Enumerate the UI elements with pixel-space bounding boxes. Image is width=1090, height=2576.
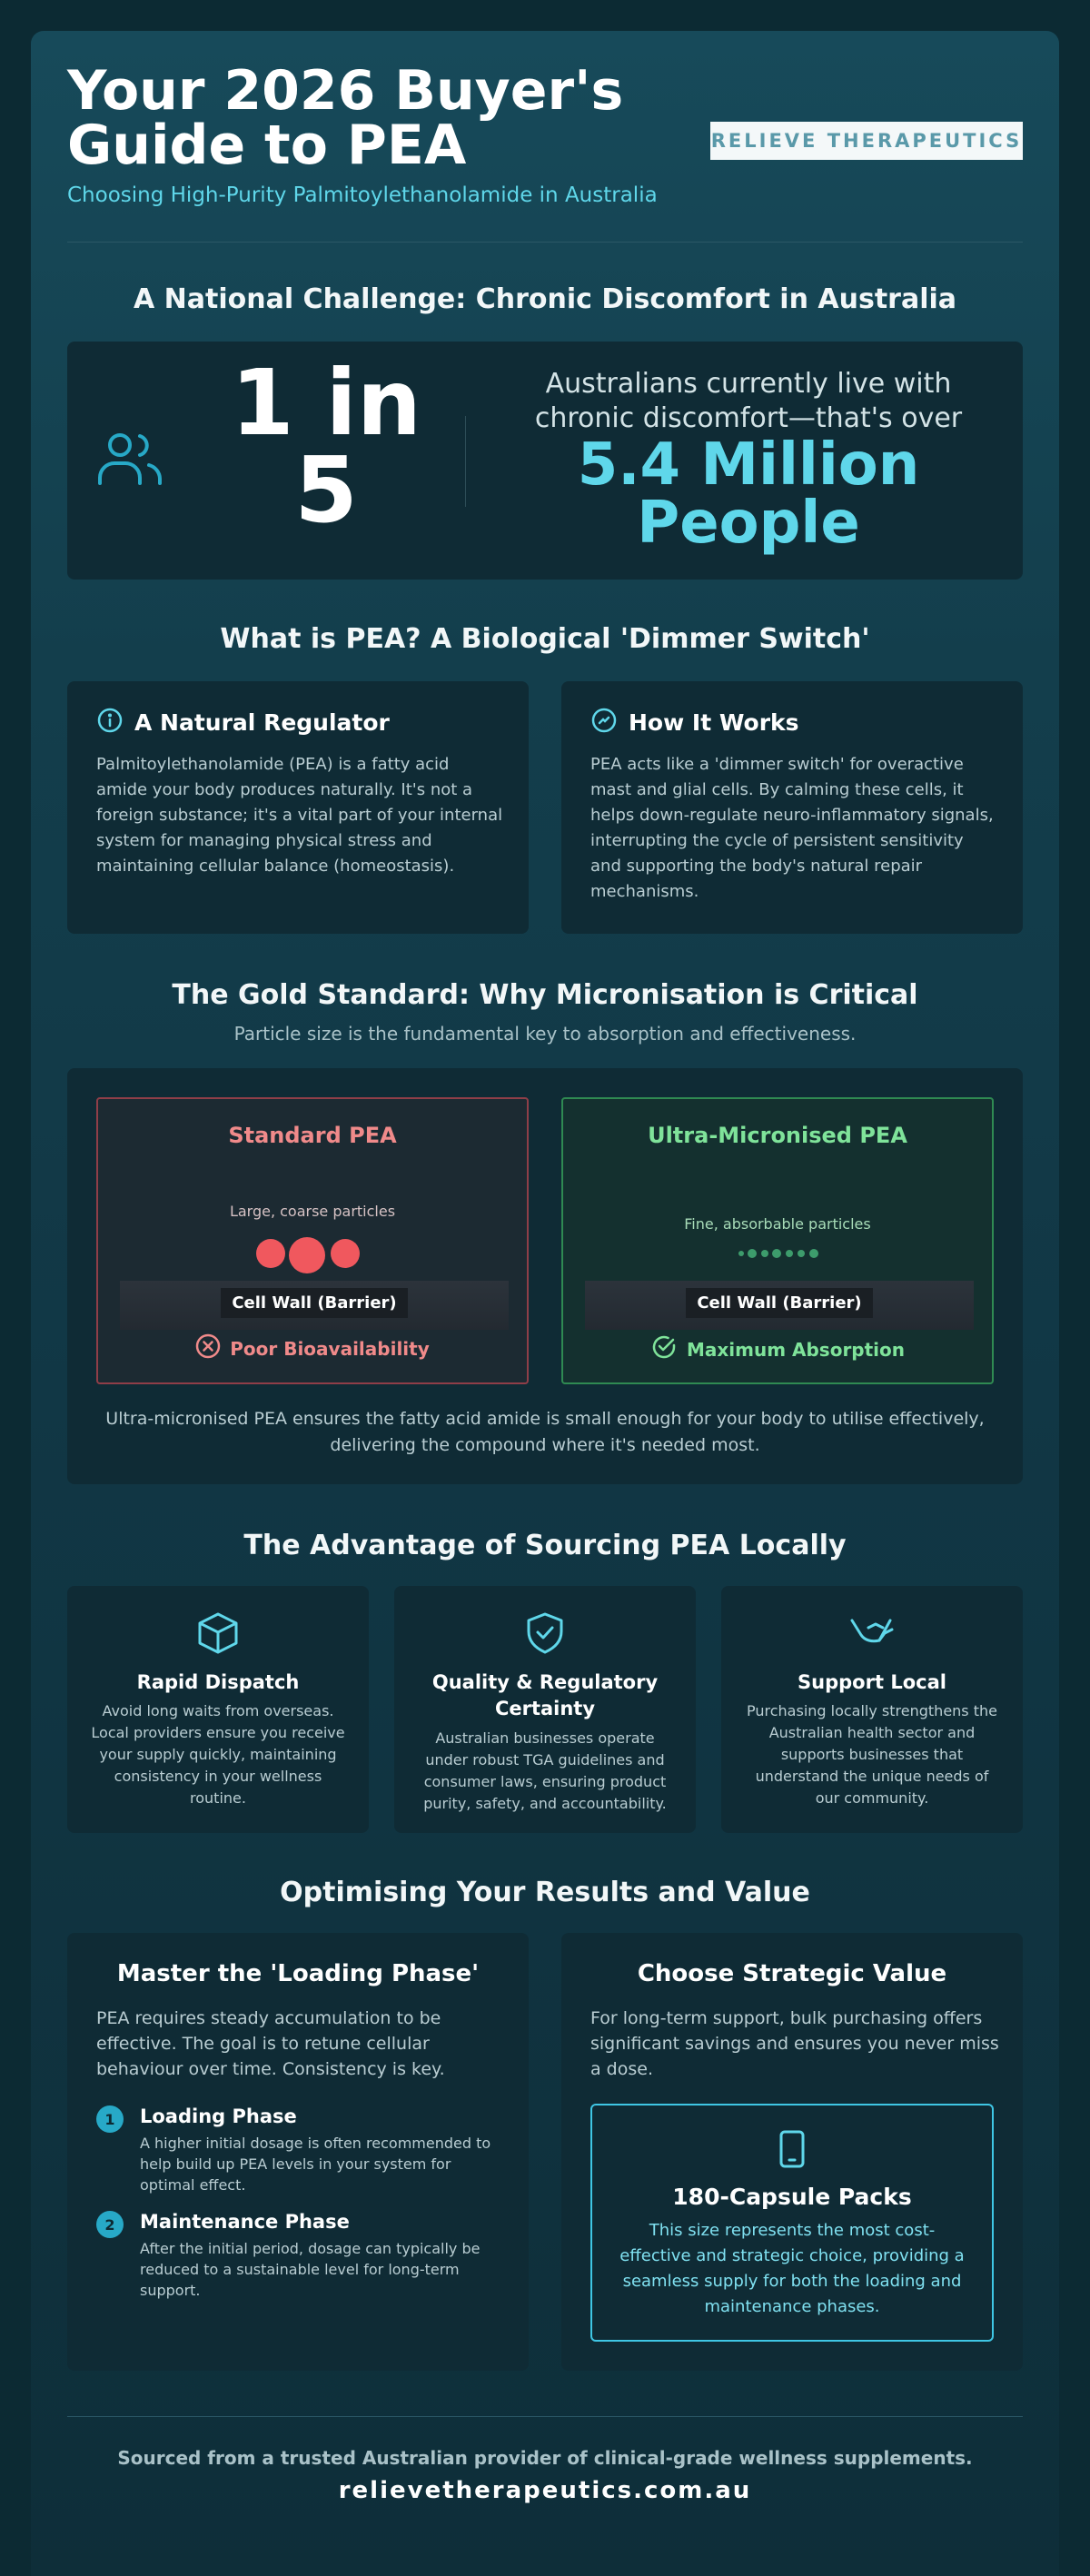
cell-wall-label: Cell Wall (Barrier) [686,1288,872,1318]
info-card-body: Palmitoylethanolamide (PEA) is a fatty acid amide your body produces naturally. It's not a foreign substance; it's a vital part of your internal system for managing physical stress and maintaining cellular balance (homeostasis). [96,755,503,876]
advantage-heading: The Advantage of Sourcing PEA Locally [243,1530,847,1561]
divider [67,242,1023,243]
phase-body: A higher initial dosage is often recommended to help build up PEA levels in your system for optimal effect. [140,2135,491,2194]
micronised-pea-caption: Fine, absorbable particles [684,1215,871,1233]
standard-pea-result [98,1333,527,1363]
phase-number: 2 [96,2211,124,2238]
value-title: Choose Strategic Value [637,1960,947,1987]
capsule-packs-box [590,2104,994,2342]
stat-number: 5.4 Million People [577,431,920,557]
advantage-card-quality [394,1586,696,1833]
phone-icon [592,2129,992,2169]
info-card-how [561,681,1023,934]
loading-body: PEA requires steady accumulation to be effective. The goal is to retune cellular behaviour over time. Consistency is key. [96,2008,445,2079]
info-icon [96,707,124,738]
x-circle-icon [195,1333,221,1363]
footer-tagline: Sourced from a trusted Australian provider of clinical-grade wellness supplements. [117,2447,973,2469]
stat-ratio: 1 in 5 [231,350,421,543]
standard-pea-result-label: Poor Bioavailability [230,1337,430,1360]
micronised-pea-panel [561,1097,994,1384]
standard-pea-caption: Large, coarse particles [229,1203,396,1220]
users-icon [96,431,164,490]
footer-website-link[interactable]: relievetherapeutics.com.au [338,2477,752,2504]
comparison-card [67,1068,1023,1484]
standard-pea-title: Standard PEA [228,1123,397,1148]
advantage-title: Quality & Regulatory Certainty [431,1671,659,1719]
micronised-pea-result-label: Maximum Absorption [686,1338,906,1361]
info-card-regulator [67,681,529,934]
advantage-body: Australian businesses operate under robust TGA guidelines and consumer laws, ensuring product purity, safety, and accountability. [423,1729,667,1812]
standard-pea-panel [96,1097,529,1384]
advantage-title: Support Local [798,1671,946,1693]
stat-description: Australians currently live with chronic discomfort—that's over [534,368,963,434]
check-circle-icon [650,1333,678,1365]
cell-wall [585,1281,974,1330]
advantage-body: Purchasing locally strengthens the Australian health sector and supports businesses that understand the unique needs of our community. [747,1702,997,1807]
page-subtitle: Choosing High-Purity Palmitoylethanolamide in Australia [67,183,658,207]
advantage-card-local [721,1586,1023,1833]
advantage-card-dispatch [67,1586,369,1833]
comparison-note: Ultra-micronised PEA ensures the fatty acid amide is small enough for your body to utilise effectively, delivering the compound where it's needed most. [105,1409,985,1455]
handshake-icon [721,1611,1023,1651]
phase-body: After the initial period, dosage can typically be reduced to a sustainable level for long-term support. [140,2240,481,2299]
micronised-pea-title: Ultra-Micronised PEA [648,1123,907,1148]
micronised-pea-result [563,1333,992,1365]
brand-logo-text: RELIEVE THERAPEUTICS [710,130,1023,152]
info-card-title: A Natural Regulator [134,708,390,736]
divider [67,2416,1023,2417]
advantage-title: Rapid Dispatch [136,1671,300,1693]
coarse-particles [253,1234,376,1273]
box-icon [67,1611,369,1655]
packs-body: This size represents the most cost-effective and strategic choice, providing a seamless supply for both the loading and maintenance phases. [619,2221,965,2316]
results-heading: Optimising Your Results and Value [280,1877,810,1908]
loading-title: Master the 'Loading Phase' [116,1960,480,1987]
shield-check-icon [394,1611,696,1655]
phase-number: 1 [96,2105,124,2133]
info-card-title: How It Works [629,708,799,736]
phase-title: Loading Phase [140,2105,297,2127]
phase-title: Maintenance Phase [140,2211,350,2233]
value-body: For long-term support, bulk purchasing offers significant savings and ensures you never miss a dose. [590,2008,999,2079]
info-card-body: PEA acts like a 'dimmer switch' for overactive mast and glial cells. By calming these cells, it helps down-regulate neuro-inflammatory signals, interrupting the cycle of persistent sensitivity and supporting the body's natural repair mechanisms. [590,755,994,901]
strategic-value-card [561,1933,1023,2371]
packs-title: 180-Capsule Packs [672,2184,912,2210]
page-title: Your 2026 Buyer's Guide to PEA [67,59,624,177]
gold-standard-subheading: Particle size is the fundamental key to absorption and effectiveness. [233,1023,857,1045]
challenge-heading: A National Challenge: Chronic Discomfort in Australia [133,283,957,315]
fine-particles [734,1246,825,1261]
stat-card [67,342,1023,580]
cell-wall [120,1281,509,1330]
stat-divider [465,416,466,507]
cell-wall-label: Cell Wall (Barrier) [221,1288,407,1318]
infographic [31,31,1059,2576]
gold-standard-heading: The Gold Standard: Why Micronisation is Critical [172,979,918,1011]
loading-phase-card [67,1933,529,2371]
what-is-heading: What is PEA? A Biological 'Dimmer Switch' [220,623,870,655]
brand-logo[interactable] [710,122,1023,160]
dimmer-icon [590,707,618,738]
advantage-body: Avoid long waits from overseas. Local providers ensure you receive your supply quickly, maintaining consistency in your wellness routine. [91,1702,345,1807]
